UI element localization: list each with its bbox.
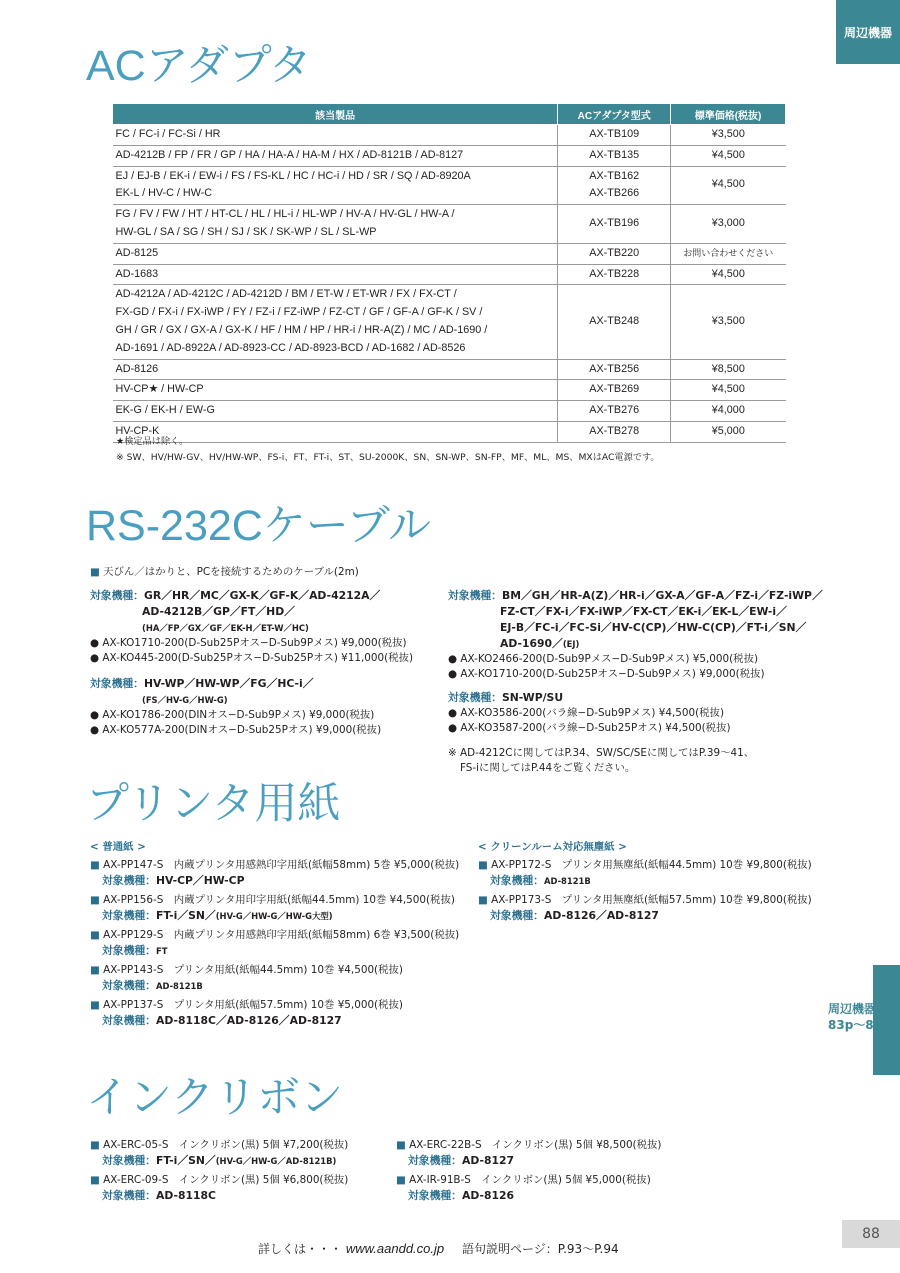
- target-label: 対象機種：: [490, 874, 544, 887]
- products-cell: [113, 380, 558, 401]
- paper-right-list: [478, 858, 812, 928]
- square-bullet-icon: ■: [478, 894, 488, 906]
- adapter-model-cell: [558, 421, 671, 442]
- list-item: [90, 858, 459, 889]
- product-item: AX-PP173-S プリンタ用無塵紙(紙幅57.5mm) 10巻 ¥9,800(税抜): [491, 894, 812, 906]
- target-label: 対象機種：: [102, 1014, 156, 1027]
- price-cell: ¥8,500: [671, 359, 786, 380]
- adapter-model: AX-TB228: [589, 267, 640, 280]
- product-line: AD-4212B / FP / FR / GP / HA / HA-A / HA-M / HX / AD-8121B / AD-8127: [115, 148, 464, 161]
- products-cell: [113, 243, 558, 264]
- footer-prefix: 詳しくは・・・: [258, 1242, 343, 1256]
- price-cell: ¥5,000: [671, 421, 786, 442]
- cable-item: AX-KO445-200(D-Sub25Pオス−D-Sub25Pオス) ¥11,000(税抜): [102, 652, 414, 664]
- footer: [258, 1240, 619, 1257]
- ac-note-star: ★検定品は除く。: [116, 436, 189, 447]
- square-bullet-icon: ■: [90, 859, 100, 871]
- list-item: ● AX-KO445-200(D-Sub25Pオス−D-Sub25Pオス) ¥11,000(税抜): [90, 652, 414, 664]
- ac-heading: ACアダプタ: [86, 42, 312, 90]
- paper-heading: プリンタ用紙: [86, 780, 341, 828]
- ink-right-list: [396, 1138, 661, 1208]
- table-row: [113, 166, 786, 205]
- target-label: 対象機種：: [102, 874, 156, 887]
- target-models: AD-8118C／AD-8126／AD-8127: [155, 1014, 342, 1027]
- col-adapter-model: ACアダプタ型式: [558, 104, 671, 125]
- target-models: SN-WP/SU: [501, 691, 564, 704]
- target-models: FT-i／SN／: [155, 909, 216, 922]
- target-models: AD-8118C: [155, 1189, 216, 1202]
- target-models: AD-8127: [461, 1154, 515, 1167]
- square-bullet-icon: ■: [90, 566, 100, 578]
- adapter-model-cell: [558, 359, 671, 380]
- products-cell: [113, 205, 558, 244]
- target-models-small: (HA／FP／GX／GF／EK-H／ET-W／HC): [142, 623, 309, 633]
- target-label: 対象機種：: [490, 909, 544, 922]
- product-line: HV-CP★ / HW-CP: [115, 383, 204, 396]
- rs-group-4: [448, 690, 731, 736]
- list-item: ● AX-KO577A-200(DINオス−D-Sub25Pオス) ¥9,000(税抜): [90, 724, 382, 736]
- adapter-model-cell: [558, 380, 671, 401]
- product-item: AX-IR-91B-S インクリボン(黒) 5個 ¥5,000(税抜): [409, 1174, 651, 1186]
- website-link[interactable]: www.aandd.co.jp: [345, 1241, 445, 1256]
- table-row: [113, 205, 786, 244]
- product-line: FC / FC-i / FC-Si / HR: [115, 128, 221, 140]
- square-bullet-icon: ■: [90, 999, 100, 1011]
- adapter-model: AX-TB109: [589, 128, 640, 140]
- adapter-model: AX-TB256: [589, 362, 640, 375]
- table-header-row: [113, 104, 786, 125]
- paper-plain-title: < 普通紙 >: [90, 841, 146, 853]
- price-cell: ¥4,500: [671, 145, 786, 166]
- adapter-model-cell: [558, 285, 671, 359]
- products-cell: [113, 125, 558, 146]
- target-models: EJ-B／FC-i／FC-Si／HV-C(CP)／HW-C(CP)／FT-i／SN／: [500, 621, 807, 634]
- side-index-label: [828, 1001, 891, 1033]
- list-item: ● AX-KO2466-200(D-Sub9Pメス−D-Sub9Pメス) ¥5,000(税抜): [448, 653, 759, 665]
- list-item: [90, 893, 459, 924]
- products-cell: [113, 285, 558, 359]
- target-models: HV-CP／HW-CP: [155, 874, 245, 887]
- adapter-model: AX-TB248: [589, 315, 640, 328]
- product-item: AX-ERC-05-S インクリボン(黒) 5個 ¥7,200(税抜): [103, 1139, 349, 1151]
- adapter-model-cell: [558, 166, 671, 205]
- col-price: 標準価格(税抜): [671, 104, 786, 125]
- rs-note-line2: FS-iに関してはP.44をご覧ください。: [460, 762, 636, 774]
- target-models: FT-i／SN／: [155, 1154, 216, 1167]
- price-cell: ¥3,000: [671, 205, 786, 244]
- target-models: AD-1690／: [500, 637, 563, 650]
- target-label: 対象機種：: [448, 589, 502, 602]
- products-cell: [113, 264, 558, 285]
- target-label: 対象機種：: [102, 979, 156, 992]
- product-line: EK-L / HV-C / HW-C: [115, 187, 213, 200]
- list-item: ● AX-KO1786-200(DINオス−D-Sub9Pメス) ¥9,000(税抜): [90, 709, 375, 721]
- cable-item: AX-KO577A-200(DINオス−D-Sub25Pオス) ¥9,000(税抜): [102, 724, 382, 736]
- paper-left-list: [90, 858, 459, 1033]
- paper-clean-title: < クリーンルーム対応無塵紙 >: [478, 841, 627, 853]
- cable-item: AX-KO2466-200(D-Sub9Pメス−D-Sub9Pメス) ¥5,000(税抜): [460, 653, 759, 665]
- rs-group-1: [90, 588, 413, 666]
- products-cell: [113, 145, 558, 166]
- target-label: 対象機種：: [90, 677, 144, 690]
- product-line: HV-CP-K: [115, 424, 160, 437]
- cable-item: AX-KO1710-200(D-Sub25Pオス−D-Sub9Pメス) ¥9,000(税抜): [460, 668, 765, 680]
- ink-left-list: [90, 1138, 348, 1208]
- table-row: [113, 380, 786, 401]
- target-label: 対象機種：: [102, 1154, 156, 1167]
- square-bullet-icon: ■: [90, 1139, 100, 1151]
- adapter-model: AX-TB276: [589, 404, 640, 417]
- section-tab: 周辺機器: [836, 0, 900, 64]
- product-item: AX-PP129-S 内蔵プリンタ用感熱印字用紙(紙幅58mm) 6巻 ¥3,500(税抜): [103, 929, 460, 941]
- list-item: [90, 963, 459, 994]
- table-row: [113, 401, 786, 422]
- product-line: AD-1683: [115, 267, 159, 280]
- rs-group-2: [90, 676, 381, 738]
- rs-note-line1: ※ AD-4212Cに関してはP.34、SW/SC/SEに関してはP.39〜41、: [448, 747, 755, 759]
- products-cell: [113, 359, 558, 380]
- ac-adapter-table: [112, 104, 786, 443]
- list-item: [90, 1173, 348, 1204]
- adapter-model-cell: [558, 243, 671, 264]
- products-cell: [113, 166, 558, 205]
- product-item: AX-ERC-09-S インクリボン(黒) 5個 ¥6,800(税抜): [103, 1174, 349, 1186]
- rs232c-heading: RS-232Cケーブル: [86, 502, 431, 550]
- side-label-title: 周辺機器: [828, 1002, 877, 1016]
- target-models-small: FT: [155, 946, 168, 956]
- list-item: [478, 893, 812, 924]
- target-models: AD-8126／AD-8127: [543, 909, 659, 922]
- adapter-model-cell: [558, 125, 671, 146]
- list-item: ● AX-KO3586-200(バラ線−D-Sub9Pメス) ¥4,500(税抜): [448, 707, 725, 719]
- product-line: EJ / EJ-B / EK-i / EW-i / FS / FS-KL / HC / HC-i / HD / SR / SQ / AD-8920A: [115, 169, 471, 182]
- side-label-pages: 83p〜89p: [828, 1018, 891, 1032]
- table-row: [113, 264, 786, 285]
- target-models-small: AD-8121B: [155, 981, 203, 991]
- square-bullet-icon: ■: [90, 964, 100, 976]
- target-models-small: (FS／HV-G／HW-G): [142, 695, 228, 705]
- target-models-small: (HV-G／HW-G／AD-8121B): [215, 1156, 337, 1166]
- list-item: ● AX-KO3587-200(バラ線−D-Sub25Pオス) ¥4,500(税抜): [448, 722, 731, 734]
- price-cell: ¥4,000: [671, 401, 786, 422]
- price-cell: ¥4,500: [671, 166, 786, 205]
- adapter-model: AX-TB220: [589, 246, 640, 259]
- product-line: EK-G / EK-H / EW-G: [115, 404, 215, 417]
- cable-item: AX-KO3587-200(バラ線−D-Sub25Pオス) ¥4,500(税抜): [460, 722, 731, 734]
- product-item: AX-PP156-S 内蔵プリンタ用印字用紙(紙幅44.5mm) 10巻 ¥4,500(税抜): [103, 894, 455, 906]
- list-item: [478, 858, 812, 889]
- product-line: AD-4212A / AD-4212C / AD-4212D / BM / ET-W / ET-WR / FX / FX-CT /: [115, 288, 457, 301]
- square-bullet-icon: ■: [478, 859, 488, 871]
- square-bullet-icon: ■: [396, 1139, 406, 1151]
- page-number: 88: [842, 1220, 900, 1248]
- list-item: [396, 1138, 661, 1169]
- adapter-model: AX-TB278: [589, 424, 640, 437]
- list-item: ● AX-KO1710-200(D-Sub25Pオス−D-Sub9Pメス) ¥9,000(税抜): [90, 637, 407, 649]
- product-line: AD-8125: [115, 246, 159, 259]
- cable-item: AX-KO3586-200(バラ線−D-Sub9Pメス) ¥4,500(税抜): [460, 707, 725, 719]
- target-models: FZ-CT／FX-i／FX-iWP／FX-CT／EK-i／EK-L／EW-i／: [500, 605, 787, 618]
- target-models: AD-8126: [461, 1189, 515, 1202]
- square-bullet-icon: ■: [90, 929, 100, 941]
- product-line: AD-1691 / AD-8922A / AD-8923-CC / AD-8923-BCD / AD-1682 / AD-8526: [115, 341, 466, 354]
- target-models: AD-4212B／GP／FT／HD／: [142, 605, 295, 618]
- product-item: AX-PP147-S 内蔵プリンタ用感熱印字用紙(紙幅58mm) 5巻 ¥5,000(税抜): [103, 859, 460, 871]
- table-row: [113, 243, 786, 264]
- list-item: ● AX-KO1710-200(D-Sub25Pオス−D-Sub9Pメス) ¥9,000(税抜): [448, 668, 765, 680]
- price-cell: ¥3,500: [671, 285, 786, 359]
- target-models: BM／GH／HR-A(Z)／HR-i／GX-A／GF-A／FZ-i／FZ-iWP／: [501, 589, 823, 602]
- list-item: [396, 1173, 661, 1204]
- square-bullet-icon: ■: [90, 894, 100, 906]
- col-products: 該当製品: [113, 104, 558, 125]
- table-row: [113, 125, 786, 146]
- product-item: AX-PP143-S プリンタ用紙(紙幅44.5mm) 10巻 ¥4,500(税抜): [103, 964, 403, 976]
- list-item: [90, 1138, 348, 1169]
- adapter-model: AX-TB135: [589, 148, 640, 161]
- price-cell: お問い合わせください: [671, 243, 786, 264]
- glossary-pages: 語句説明ページ：P.93〜P.94: [461, 1242, 619, 1256]
- product-line: GH / GR / GX / GX-A / GX-K / HF / HM / HP / HR-i / HR-A(Z) / MC / AD-1690 /: [115, 323, 488, 336]
- product-line: AD-8126: [115, 362, 159, 375]
- table-row: [113, 285, 786, 359]
- table-row: [113, 421, 786, 442]
- price-cell: ¥4,500: [671, 264, 786, 285]
- list-item: [90, 928, 459, 959]
- product-line: HW-GL / SA / SG / SH / SJ / SK / SK-WP / SL / SL-WP: [115, 225, 377, 238]
- square-bullet-icon: ■: [90, 1174, 100, 1186]
- ink-heading: インクリボン: [86, 1074, 344, 1122]
- target-models: GR／HR／MC／GX-K／GF-K／AD-4212A／: [143, 589, 381, 602]
- product-item: AX-PP172-S プリンタ用無塵紙(紙幅44.5mm) 10巻 ¥9,800(税抜): [491, 859, 812, 871]
- target-label: 対象機種：: [90, 589, 144, 602]
- target-label: 対象機種：: [102, 944, 156, 957]
- list-item: [90, 998, 459, 1029]
- product-item: AX-ERC-22B-S インクリボン(黒) 5個 ¥8,500(税抜): [409, 1139, 662, 1151]
- adapter-model-cell: [558, 401, 671, 422]
- table-row: [113, 359, 786, 380]
- price-cell: ¥3,500: [671, 125, 786, 146]
- target-label: 対象機種：: [408, 1154, 462, 1167]
- adapter-model: AX-TB269: [589, 383, 640, 396]
- adapter-model-cell: [558, 145, 671, 166]
- rs232c-intro: [90, 565, 359, 580]
- adapter-model: AX-TB196: [589, 217, 640, 230]
- square-bullet-icon: ■: [396, 1174, 406, 1186]
- target-models-small: AD-8121B: [543, 876, 591, 886]
- product-item: AX-PP137-S プリンタ用紙(紙幅57.5mm) 10巻 ¥5,000(税抜): [103, 999, 403, 1011]
- target-label: 対象機種：: [102, 909, 156, 922]
- target-models: HV-WP／HW-WP／FG／HC-i／: [143, 677, 314, 690]
- price-cell: ¥4,500: [671, 380, 786, 401]
- adapter-model-cell: [558, 205, 671, 244]
- product-line: FG / FV / FW / HT / HT-CL / HL / HL-i / HL-WP / HV-A / HV-GL / HW-A /: [115, 208, 455, 221]
- target-models-small: (HV-G／HW-G／HW-G大型): [215, 911, 333, 921]
- cable-item: AX-KO1710-200(D-Sub25Pオス−D-Sub9Pメス) ¥9,000(税抜): [102, 637, 407, 649]
- adapter-model-cell: [558, 264, 671, 285]
- cable-item: AX-KO1786-200(DINオス−D-Sub9Pメス) ¥9,000(税抜): [102, 709, 375, 721]
- adapter-model: AX-TB266: [589, 187, 640, 200]
- ac-note-power: ※ SW、HV/HW-GV、HV/HW-WP、FS-i、FT、FT-i、ST、SU-2000K、SN、SN-WP、SN-FP、MF、ML、MS、MXはAC電源です。: [116, 452, 660, 463]
- adapter-model: AX-TB162: [589, 169, 640, 182]
- target-label: 対象機種：: [448, 691, 502, 704]
- target-label: 対象機種：: [102, 1189, 156, 1202]
- table-row: [113, 145, 786, 166]
- target-models-small: (EJ): [562, 639, 580, 649]
- products-cell: [113, 401, 558, 422]
- rs-group-3: [448, 588, 823, 682]
- product-line: FX-GD / FX-i / FX-iWP / FY / FZ-i / FZ-iWP / FZ-CT / GF / GF-A / GF-K / SV /: [115, 306, 483, 319]
- target-label: 対象機種：: [408, 1189, 462, 1202]
- rs232c-intro-text: 天びん／はかりと、PCを接続するためのケーブル(2m): [103, 566, 359, 578]
